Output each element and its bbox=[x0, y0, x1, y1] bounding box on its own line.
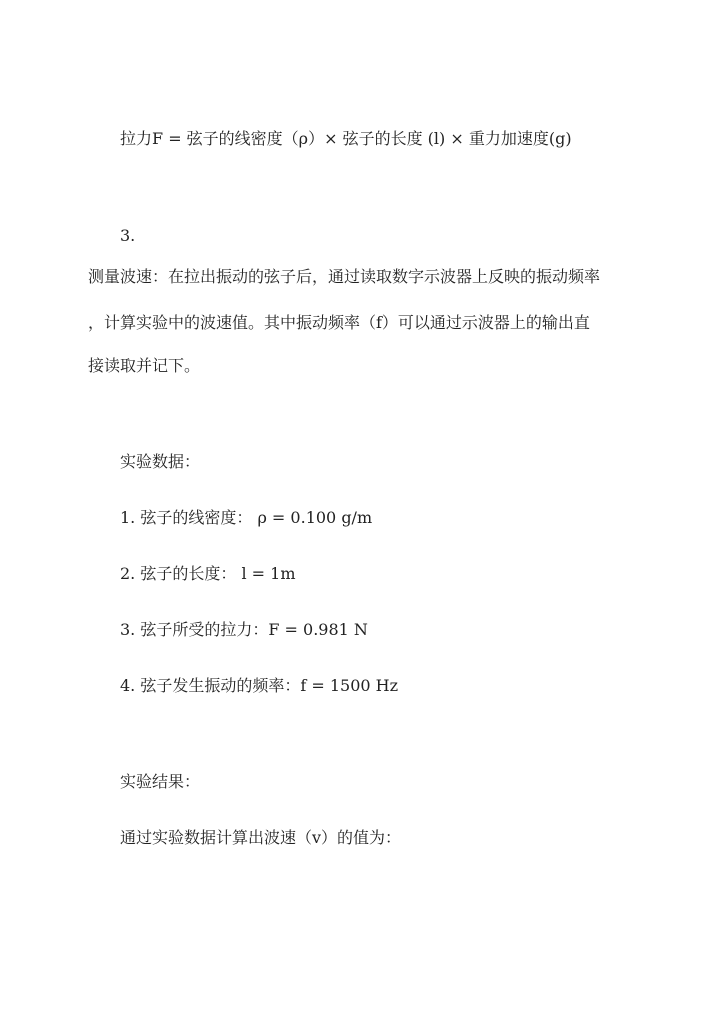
step-paragraph-line-2: ，计算实验中的波速值。其中振动频率（f）可以通过示波器上的输出直 bbox=[88, 313, 590, 332]
data-item-frequency: 4. 弦子发生振动的频率：f = 1500 Hz bbox=[120, 676, 399, 695]
tension-formula: 拉力F = 弦子的线密度（ρ）× 弦子的长度 (l) × 重力加速度(g) bbox=[120, 129, 572, 148]
step-number: 3. bbox=[120, 226, 136, 245]
data-item-tension: 3. 弦子所受的拉力：F = 0.981 N bbox=[120, 620, 368, 639]
results-heading: 实验结果： bbox=[120, 772, 201, 791]
data-heading: 实验数据： bbox=[120, 452, 201, 471]
data-item-density: 1. 弦子的线密度： ρ = 0.100 g/m bbox=[120, 508, 373, 527]
step-paragraph-line-3: 接读取并记下。 bbox=[88, 356, 201, 375]
results-text: 通过实验数据计算出波速（v）的值为： bbox=[120, 828, 402, 847]
step-paragraph-line-1: 测量波速：在拉出振动的弦子后，通过读取数字示波器上反映的振动频率 bbox=[88, 267, 601, 286]
data-item-length: 2. 弦子的长度： l = 1m bbox=[120, 564, 296, 583]
